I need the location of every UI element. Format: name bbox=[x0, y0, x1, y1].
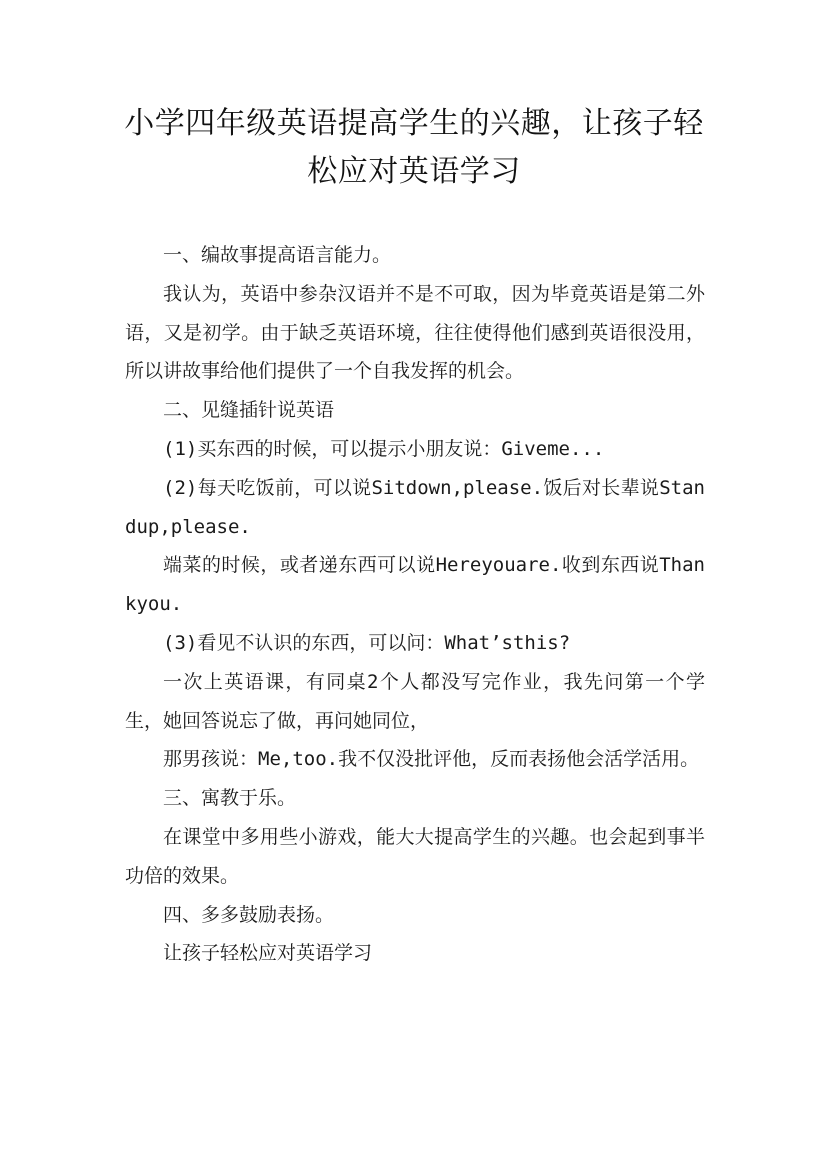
document-title bbox=[118, 100, 710, 196]
paragraph: 那男孩说：Me,too.我不仅没批评他，反而表扬他会活学活用。 bbox=[163, 748, 700, 771]
section-heading-4: 四、多多鼓励表扬。 bbox=[163, 903, 335, 926]
paragraph: 让孩子轻松应对英语学习 bbox=[163, 942, 373, 965]
paragraph: (1)买东西的时候，可以提示小朋友说：Giveme... bbox=[163, 437, 605, 460]
section-heading-3: 三、寓教于乐。 bbox=[163, 787, 297, 810]
paragraph: 端菜的时候，或者递东西可以说Hereyouare.收到东西说Thankyou. bbox=[125, 554, 705, 616]
title-line-2: 松应对英语学习 bbox=[307, 154, 521, 189]
title-line-1: 小学四年级英语提高学生的兴趣，让孩子轻 bbox=[124, 106, 704, 141]
section-heading-1: 一、编故事提高语言能力。 bbox=[163, 244, 392, 266]
paragraph: 一次上英语课，有同桌2个人都没写完作业，我先问第一个学生，她回答说忘了做，再问她同位， bbox=[125, 670, 705, 732]
document-body bbox=[125, 236, 705, 973]
paragraph: 在课堂中多用些小游戏，能大大提高学生的兴趣。也会起到事半功倍的效果。 bbox=[125, 825, 705, 887]
paragraph: 我认为，英语中参杂汉语并不是不可取，因为毕竟英语是第二外语，又是初学。由于缺乏英语环境，往往使得他们感到英语很没用，所以讲故事给他们提供了一个自我发挥的机会。 bbox=[125, 282, 705, 383]
paragraph: (2)每天吃饭前，可以说Sitdown,please.饭后对长辈说Standup,please. bbox=[125, 476, 705, 538]
paragraph: (3)看见不认识的东西，可以问：What’sthis? bbox=[163, 631, 571, 654]
section-heading-2: 二、见缝插针说英语 bbox=[163, 399, 335, 422]
